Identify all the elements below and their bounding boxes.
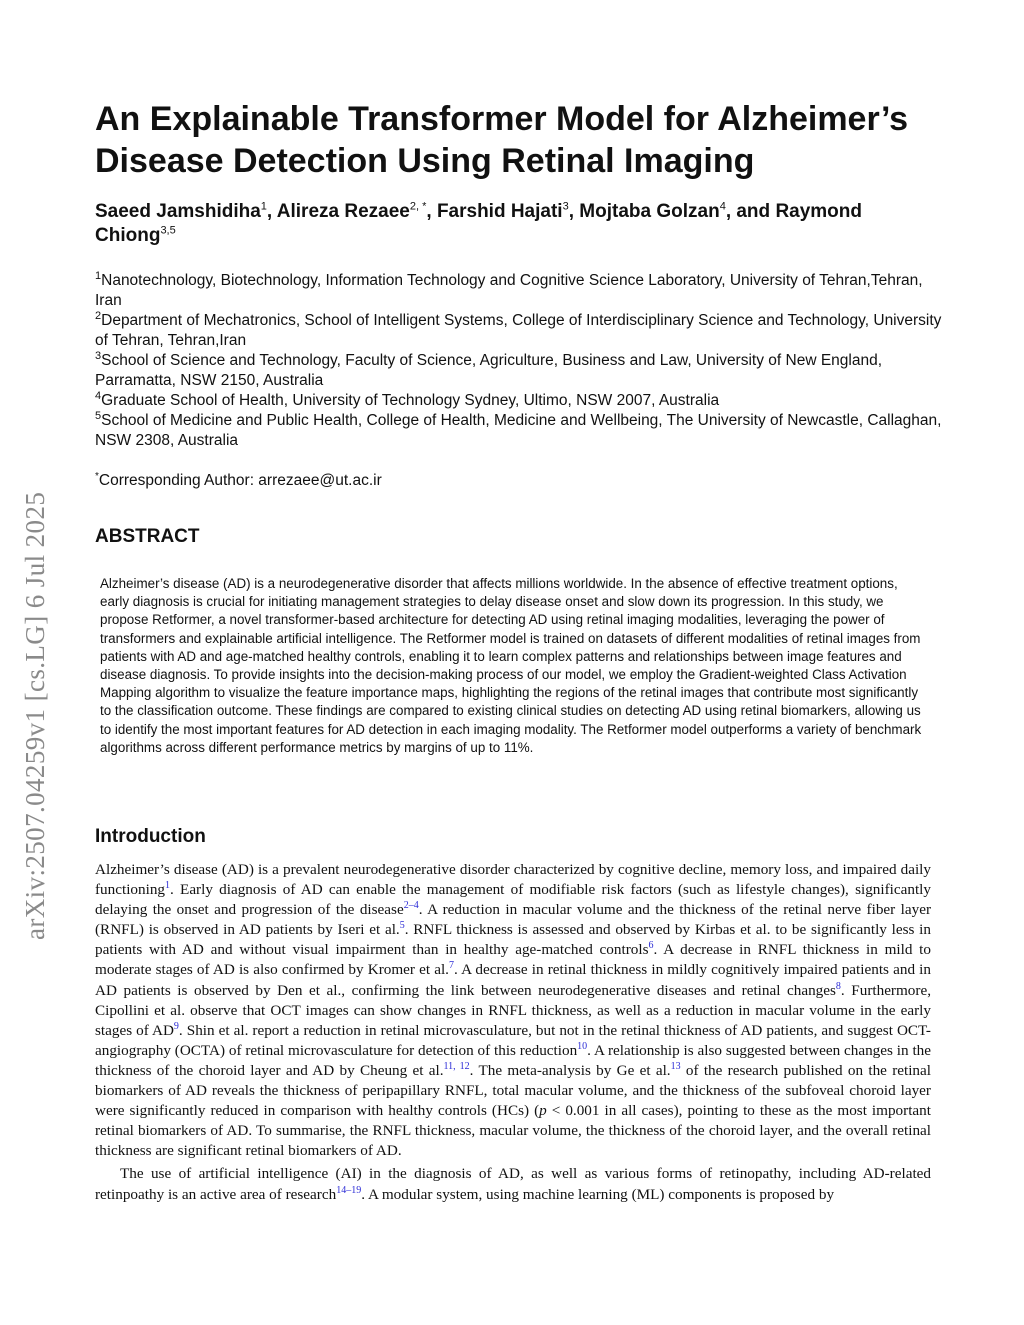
citation-link[interactable]: 14–19 (336, 1184, 362, 1196)
author-name: Farshid Hajati (436, 201, 563, 222)
paper-title: An Explainable Transformer Model for Alzheimer’s Disease Detection Using Retinal Imaging (95, 100, 909, 180)
citation-link[interactable]: 2–4 (403, 900, 419, 912)
affiliation (95, 351, 945, 391)
affiliation-list (95, 271, 945, 451)
introduction-paragraph-1: Alzheimer’s disease (AD) is a prevalent neurodegenerative disorder characterized by cognitive decline, memory loss, and impaired daily functioning$^1$. Early diagnosis of AD can enable the management of modifiable risk factors (such as lifestyle changes), significantly delaying the onset and progression of the disease$^{2-4}$. A reduction in macular volume and the thickness of the retinal nerve fiber layer (RNFL) is observed in AD patients by Iseri et al.$^5$. RNFL thickness is assessed and observed by Kirbas et al. to be significantly less in patients with AD and without visual impairment than in healthy age-matched controls$^6$. A decrease in RNFL thickness in mild to moderate stages of AD is also confirmed by Kromer et al.$^7$. A decrease in retinal thickness in mildly cognitively impaired patients and in AD patients is observed by Den et al., confirming the link between neurodegenerative diseases and retinal changes$^8$. Furthermore, Cipollini et al. observe that OCT images can show changes in RNFL thickness, as well as a reduction in macular volume in the early stages of $AD^9$. Shin et al. report a reduction in retinal microvasculature, but not in the retinal thickness of AD patients, and suggest OCT-angiography (OCTA) of retinal microvasculature for detection of this reduction$^{10}$. A relationship is also suggested between changes in the thickness of the choroid layer and AD by Cheung et al.$^{11, 12}$. The meta-analysis by Ge et al.$^{13}$ of the research published on the retinal biomarkers of AD reveals the thickness of peripapillary RNFL, total macular volume, and the thickness of the subfoveal choroid layer were significantly reduced in comparison with healthy controls (HCs) (p < 0.001 in all cases), pointing to these as the most important retinal biomarkers of AD. To summarise, the RNFL thickness, macular volume, the thickness of the choroid layer, and the overall retinal thickness are significant retinal biomarkers of AD. (95, 861, 931, 1160)
citation-link[interactable]: 7 (448, 960, 454, 972)
affiliation-text: School of Medicine and Public Health, College of Health, Medicine and Wellbeing, The University of Newcastle, Callaghan, NSW 2308, Australia (95, 412, 942, 449)
author-affiliation-mark: 1 (260, 200, 267, 213)
author-affiliation-mark: 3 (562, 200, 569, 213)
author-affiliation-mark: 2, * (409, 200, 427, 213)
affiliation (95, 391, 945, 411)
citation-link[interactable]: 13 (670, 1060, 681, 1072)
affiliation-number: 5 (95, 409, 102, 422)
abstract-heading: ABSTRACT (95, 526, 200, 547)
affiliation-number: 1 (95, 269, 102, 282)
affiliation-number: 2 (95, 309, 102, 322)
citation-link[interactable]: 9 (173, 1020, 179, 1032)
affiliation-text: Department of Mechatronics, School of Intelligent Systems, College of Interdisciplinary Science and Technology, University of Tehran, Tehran,Iran (95, 312, 942, 349)
author-name: Alireza Rezaee (276, 201, 410, 222)
author-list: Saeed Jamshidiha$^1$, Alireza Rezaee$^{2, *}$, Farshid Hajati$^3$, Mojtaba Golzan$^4$, and Raymond Chiong$^{3,5}$ (95, 200, 863, 246)
corresponding-mark: * (95, 470, 99, 482)
affiliation-text: Nanotechnology, Biotechnology, Information Technology and Cognitive Science Laboratory, University of Tehran,Tehran, Iran (95, 272, 923, 309)
affiliation-text: School of Science and Technology, Faculty of Science, Agriculture, Business and Law, University of New England, Parramatta, NSW 2150, Australia (95, 352, 883, 389)
corresponding-author (95, 471, 945, 491)
citation-link[interactable]: 5 (399, 920, 405, 932)
affiliation (95, 411, 945, 451)
affiliation-text: Graduate School of Health, University of Technology Sydney, Ultimo, NSW 2007, Australia (101, 392, 720, 409)
citation-link[interactable]: 11, 12 (443, 1060, 470, 1072)
affiliation-number: 3 (95, 349, 102, 362)
citation-link[interactable]: 1 (165, 880, 171, 892)
corresponding-author-text: Corresponding Author: arrezaee@ut.ac.ir (98, 472, 382, 489)
author-name: Mojtaba Golzan (579, 201, 720, 222)
affiliation (95, 311, 945, 351)
citation-link[interactable]: 6 (648, 940, 654, 952)
author-affiliation-mark: 4 (719, 200, 726, 213)
affiliation-number: 4 (95, 389, 102, 402)
citation-link[interactable]: 10 (577, 1040, 588, 1052)
affiliation (95, 271, 945, 311)
introduction-heading: Introduction (95, 826, 206, 847)
abstract-text: Alzheimer’s disease (AD) is a neurodegenerative disorder that affects millions worldwide. In the absence of effective treatment options, early diagnosis is crucial for initiating management strategies to delay disease onset and slow down its progression. In this study, we propose Retformer, a novel transformer-based architecture for detecting AD using retinal imaging modalities, leveraging the power of transformers and explainable artificial intelligence. The Retformer model is trained on datasets of different modalities of retinal images from patients with AD and age-matched healthy controls, enabling it to learn complex patterns and relationships between image features and disease diagnosis. To provide insights into the decision-making process of our model, we employ the Gradient-weighted Class Activation Mapping algorithm to visualize the feature importance maps, highlighting the regions of the retinal images that contribute most significantly to the classification outcome. These findings are compared to existing clinical studies on detecting AD using retinal biomarkers, allowing us to identify the most important features for AD detection in each imaging modality. The Retformer model outperforms a variety of benchmark algorithms across different performance metrics by margins of up to 11%. (100, 576, 922, 755)
citation-link[interactable]: 8 (835, 980, 841, 992)
introduction-paragraph-2: The use of artificial intelligence (AI) in the diagnosis of AD, as well as various forms of retinopathy, including AD-related retinpoathy is an active area of research$^{14-19}$. A modular system, using machine learning (ML) components is proposed by (95, 1165, 931, 1203)
math-variable: p (539, 1102, 547, 1120)
arxiv-identifier: arXiv:2507.04259v1 [cs.LG] 6 Jul 2025 (20, 491, 50, 940)
author-name: Raymond Chiong (95, 201, 863, 246)
introduction-body (95, 860, 931, 1205)
author-affiliation-mark: 3,5 (160, 224, 176, 237)
author-name: Saeed Jamshidiha (95, 201, 261, 222)
